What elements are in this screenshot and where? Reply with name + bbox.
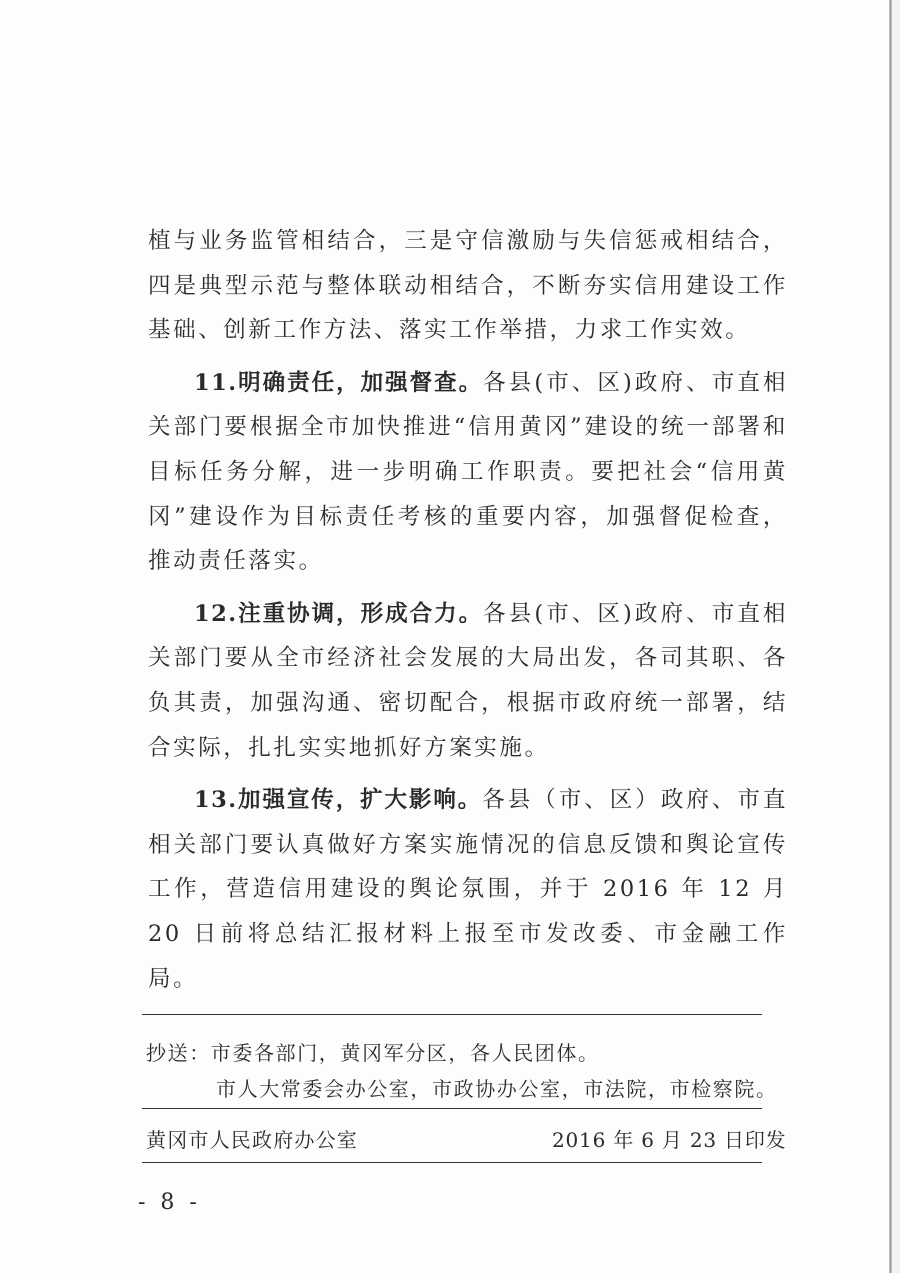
paragraph-11-heading: 11.明确责任，加强督查。 <box>194 369 484 396</box>
page-number: - 8 - <box>138 1190 201 1215</box>
issuer: 黄冈市人民政府办公室 <box>146 1128 358 1152</box>
cc-line-1: 抄送：市委各部门，黄冈军分区，各人民团体。 <box>146 1041 600 1065</box>
paragraph-13-heading: 13.加强宣传，扩大影响。 <box>194 787 483 814</box>
scan-edge-background <box>892 0 900 1273</box>
paragraph-12-text: 各县(市、区)政府、市直相关部门要从全市经济社会发展的大局出发，各司其职、各负其责，加强沟通、密切配合，根据市政府统一部署，结合实际，扎扎实实地抓好方案实施。 <box>148 600 788 761</box>
paragraph-13-text: 各县（市、区）政府、市直相关部门要认真做好方案实施情况的信息反馈和舆论宣传工作，营造信用建设的舆论氛围，并于 2016 年 12 月 20 日前将总结汇报材料上报至市发改委、市金融工作局。 <box>148 787 788 992</box>
paragraph-13 <box>148 778 788 1001</box>
scan-edge-line <box>889 0 892 1273</box>
footer-top-rule <box>142 1014 762 1015</box>
footer-bottom-rule <box>142 1162 762 1163</box>
cc-line-2: 市人大常委会办公室，市政协办公室，市法院，市检察院。 <box>216 1077 778 1101</box>
paragraph-12-heading: 12.注重协调，形成合力。 <box>194 600 484 627</box>
issue-date: 2016 年 6 月 23 日印发 <box>552 1128 787 1152</box>
paragraph-continued: 植与业务监管相结合，三是守信激励与失信惩戒相结合，四是典型示范与整体联动相结合，不断夯实信用建设工作基础、创新工作方法、落实工作举措，力求工作实效。 <box>148 228 788 344</box>
footer-middle-rule <box>142 1108 762 1109</box>
paragraph-11 <box>148 361 788 584</box>
body-text <box>148 219 788 1009</box>
paragraph-11-text: 各县(市、区)政府、市直相关部门要根据全市加快推进“信用黄冈”建设的统一部署和目标任务分解，进一步明确工作职责。要把社会“信用黄冈”建设作为目标责任考核的重要内容，加强督促检查，推动责任落实。 <box>148 369 788 575</box>
paragraph-12 <box>148 592 788 770</box>
